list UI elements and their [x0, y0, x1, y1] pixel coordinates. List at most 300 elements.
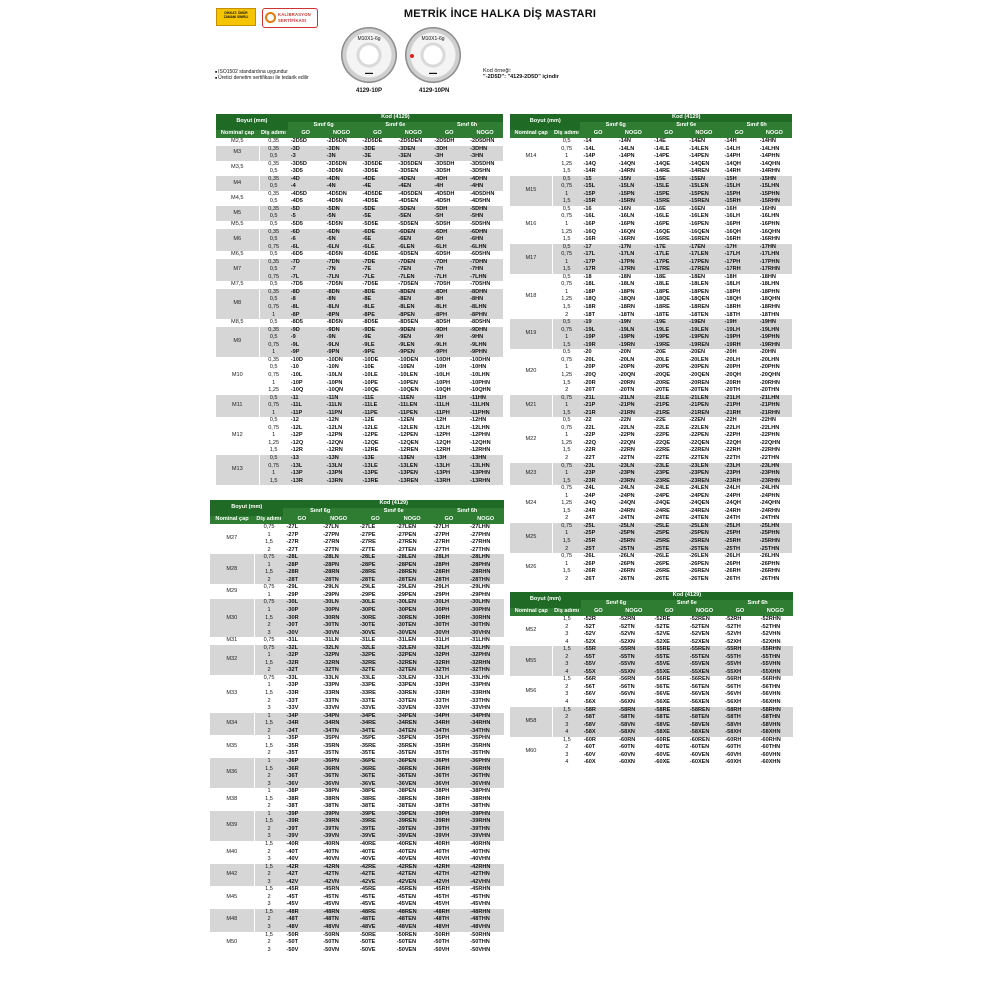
nogo-code-cell: -42VN	[320, 879, 357, 887]
go-code-cell: -11PH	[431, 410, 467, 418]
nogo-code-cell: -24THN	[757, 515, 792, 523]
nogo-code-cell: -52THN	[758, 624, 793, 632]
nogo-code-cell: -52VN	[616, 631, 651, 639]
pitch-cell: 0,75	[259, 342, 288, 350]
nogo-code-cell: -4HN	[467, 183, 503, 191]
go-code-cell: -35T	[283, 750, 320, 758]
go-code-cell: -14QH	[721, 161, 756, 169]
nogo-code-cell: -26PEN	[686, 561, 721, 569]
nogo-code-cell: -16LHN	[757, 213, 792, 221]
nogo-code-cell: -55XEN	[687, 669, 722, 677]
go-code-cell: -38PE	[357, 788, 394, 796]
go-code-cell: -8E	[359, 296, 395, 304]
nominal-size-cell: M25	[510, 523, 552, 553]
nogo-code-cell: -26THN	[757, 576, 792, 584]
go-code-cell: -33L	[283, 675, 320, 683]
nogo-code-cell: -30THN	[467, 622, 504, 630]
go-code-cell: -22P	[580, 432, 615, 440]
go-code-cell: -25LE	[651, 523, 686, 531]
table-row	[216, 281, 503, 289]
go-code-cell: -31L	[283, 637, 320, 645]
go-code-cell: -28RE	[357, 569, 394, 577]
table-row	[210, 909, 504, 917]
table-row	[210, 667, 504, 675]
pitch-cell: 0,75	[259, 304, 288, 312]
go-code-cell: -16QE	[651, 229, 686, 237]
nominal-size-cell: M34	[210, 713, 254, 736]
go-code-cell: -6D	[288, 229, 324, 237]
nogo-code-cell: -7DHN	[467, 259, 503, 267]
nogo-code-cell: -36PEN	[394, 758, 431, 766]
table-row	[510, 312, 792, 320]
pitch-cell: 0,75	[259, 402, 288, 410]
nogo-code-cell: -13LN	[324, 463, 360, 471]
class-header: Sınıf 6e	[359, 122, 431, 130]
go-code-cell: -45V	[283, 901, 320, 909]
table-row	[216, 432, 503, 440]
nogo-code-cell: -14QEN	[686, 161, 721, 169]
nogo-code-cell: -20HN	[757, 349, 792, 357]
nogo-code-cell: -48VEN	[394, 924, 431, 932]
go-code-cell: -29LE	[357, 584, 394, 592]
go-code-cell: -35PE	[357, 735, 394, 743]
pitch-cell: 0,75	[259, 274, 288, 282]
pitch-header: Diş adımı	[553, 130, 579, 137]
nogo-code-cell: -9PHN	[467, 349, 503, 357]
table-row	[210, 547, 504, 555]
pitch-cell: 3	[254, 705, 283, 713]
nogo-code-cell: -27PHN	[467, 532, 504, 540]
go-code-cell: -36PE	[357, 758, 394, 766]
nogo-code-cell: -42RHN	[467, 864, 504, 872]
go-code-cell: -58RE	[651, 707, 686, 715]
go-code-cell: -25RH	[721, 538, 756, 546]
go-code-cell: -56VE	[651, 691, 686, 699]
go-code-cell: -16L	[580, 213, 615, 221]
pitch-cell: 0,35	[259, 206, 288, 214]
go-code-cell: -38TE	[357, 803, 394, 811]
nogo-code-cell: -28TEN	[394, 577, 431, 585]
nogo-code-cell: -11EN	[395, 395, 431, 403]
nogo-header: NOGO	[616, 130, 651, 138]
nogo-code-cell: -15EN	[686, 176, 721, 184]
go-code-cell: -22H	[721, 417, 756, 425]
nominal-size-cell: M39	[210, 811, 254, 841]
nogo-code-cell: -17LN	[616, 251, 651, 259]
go-code-cell: -19E	[651, 319, 686, 327]
go-code-cell: -55RH	[722, 646, 757, 654]
table-row	[216, 312, 503, 320]
table-row	[510, 259, 792, 267]
table-row	[210, 856, 504, 864]
table-row	[510, 455, 792, 463]
nogo-code-cell: -19EN	[686, 319, 721, 327]
nogo-code-cell: -2D5DN	[324, 138, 360, 146]
table-row	[210, 682, 504, 690]
go-code-cell: -28LE	[357, 554, 394, 562]
go-code-cell: -8DH	[431, 289, 467, 297]
nogo-code-cell: -42REN	[394, 864, 431, 872]
go-code-cell: -16	[580, 206, 615, 214]
go-code-cell: -50VE	[357, 947, 394, 955]
nogo-code-cell: -12PN	[324, 432, 360, 440]
pitch-cell: 1	[254, 788, 283, 796]
nogo-code-cell: -14QN	[616, 161, 651, 169]
nogo-code-cell: -10DEN	[395, 357, 431, 365]
go-code-cell: -18PE	[651, 289, 686, 297]
nogo-code-cell: -17RN	[616, 266, 651, 274]
pitch-cell: 2	[254, 826, 283, 834]
go-code-cell: -33VE	[357, 705, 394, 713]
go-code-cell: -13P	[288, 470, 324, 478]
nogo-code-cell: -19PEN	[686, 334, 721, 342]
pitch-cell: 1,5	[552, 508, 580, 516]
go-code-cell: -52XE	[651, 639, 686, 647]
size-group-header: Boyut (mm)	[216, 114, 288, 130]
go-code-cell: -8D5H	[431, 319, 467, 327]
go-code-cell: -30PH	[430, 607, 467, 615]
nogo-code-cell: -22PEN	[686, 432, 721, 440]
go-header: GO	[651, 608, 686, 616]
nogo-code-cell: -27LN	[320, 524, 357, 532]
go-code-cell: -29LH	[430, 584, 467, 592]
go-code-cell: -12QE	[359, 440, 395, 448]
nogo-code-cell: -50THN	[467, 939, 504, 947]
nogo-code-cell: -60RN	[616, 737, 651, 745]
go-code-cell: -5DE	[359, 206, 395, 214]
go-code-cell: -13RH	[431, 478, 467, 486]
nogo-code-cell: -25LN	[616, 523, 651, 531]
go-code-cell: -45RE	[357, 886, 394, 894]
pitch-cell: 1,5	[552, 168, 580, 176]
go-code-cell: -6E	[359, 236, 395, 244]
table-row	[510, 463, 792, 471]
nogo-code-cell: -56TN	[616, 684, 651, 692]
go-code-cell: -32RE	[357, 660, 394, 668]
table-row	[510, 538, 792, 546]
table-row	[510, 568, 792, 576]
go-code-cell: -17RH	[721, 266, 756, 274]
go-code-cell: -3D5DH	[431, 161, 467, 169]
table-row	[510, 334, 792, 342]
go-code-cell: -5D5E	[359, 221, 395, 229]
nogo-red-dot	[410, 54, 414, 58]
nogo-code-cell: -35PEN	[394, 735, 431, 743]
table-row	[210, 592, 504, 600]
pitch-cell: 3	[552, 722, 580, 730]
pitch-cell: 2	[254, 622, 283, 630]
go-code-cell: -38P	[283, 788, 320, 796]
pitch-cell: 1	[552, 561, 580, 569]
go-code-cell: -14P	[580, 153, 615, 161]
table-row	[210, 879, 504, 887]
nogo-code-cell: -55XN	[616, 669, 651, 677]
go-code-cell: -30PE	[357, 607, 394, 615]
table-row	[216, 274, 503, 282]
pitch-cell: 0,75	[552, 357, 580, 365]
go-code-cell: -24P	[580, 493, 615, 501]
nogo-code-cell: -13LEN	[395, 463, 431, 471]
nogo-code-cell: -39VHN	[467, 833, 504, 841]
pitch-cell: 2	[254, 871, 283, 879]
nogo-code-cell: -7LHN	[467, 274, 503, 282]
nogo-code-cell: -12PEN	[395, 432, 431, 440]
go-code-cell: -16LH	[721, 213, 756, 221]
go-code-cell: -60RE	[651, 737, 686, 745]
nogo-code-cell: -18THN	[757, 312, 792, 320]
nominal-size-cell: M22	[510, 417, 552, 462]
pitch-cell: 1	[552, 289, 580, 297]
pitch-cell: 1,25	[552, 500, 580, 508]
go-code-cell: -8LH	[431, 304, 467, 312]
go-code-cell: -28T	[283, 577, 320, 585]
go-code-cell: -50RE	[357, 932, 394, 940]
pitch-cell: 1,5	[254, 909, 283, 917]
go-code-cell: -12E	[359, 417, 395, 425]
go-code-cell: -14RH	[721, 168, 756, 176]
pitch-cell: 1	[552, 221, 580, 229]
go-code-cell: -15RE	[651, 198, 686, 206]
column-header-row	[216, 130, 503, 138]
nogo-code-cell: -38TN	[320, 803, 357, 811]
table-row	[216, 198, 503, 206]
go-code-cell: -26L	[580, 553, 615, 561]
table-row	[210, 916, 504, 924]
go-code-cell: -21LE	[651, 395, 686, 403]
nogo-code-cell: -16QN	[616, 229, 651, 237]
code-group-header: Kod (4129)	[288, 114, 503, 122]
nogo-code-cell: -18PEN	[686, 289, 721, 297]
go-code-cell: -8P	[288, 312, 324, 320]
go-code-cell: -20E	[651, 349, 686, 357]
code-example-value: "-2D5D": "4129-2D5D" içindir	[483, 74, 559, 81]
pitch-header: Diş adımı	[260, 130, 286, 137]
go-code-cell: -42R	[283, 864, 320, 872]
pitch-cell: 2	[552, 546, 580, 554]
pitch-cell: 1,5	[552, 707, 580, 715]
nogo-code-cell: -9LEN	[395, 342, 431, 350]
nogo-code-cell: -39TEN	[394, 826, 431, 834]
go-code-cell: -5DH	[431, 206, 467, 214]
nogo-code-cell: -50RHN	[467, 932, 504, 940]
go-code-cell: -3D5D	[288, 161, 324, 169]
nogo-code-cell: -6D5EN	[395, 251, 431, 259]
nogo-code-cell: -3HN	[467, 153, 503, 161]
nogo-code-cell: -10QN	[324, 387, 360, 395]
nogo-code-cell: -10DHN	[467, 357, 503, 365]
pitch-cell: 1,25	[552, 440, 580, 448]
go-code-cell: -14LE	[651, 146, 686, 154]
pitch-cell: 1,5	[254, 932, 283, 940]
go-code-cell: -25PE	[651, 530, 686, 538]
nogo-code-cell: -27TEN	[394, 547, 431, 555]
table-row	[210, 675, 504, 683]
table-row	[510, 229, 792, 237]
go-code-cell: -22L	[580, 425, 615, 433]
pitch-cell: 0,35	[259, 327, 288, 335]
go-code-cell: -32PE	[357, 652, 394, 660]
table-row	[510, 576, 792, 584]
nogo-code-cell: -42VHN	[467, 879, 504, 887]
nogo-code-cell: -60THN	[758, 744, 793, 752]
go-code-cell: -22QE	[651, 440, 686, 448]
go-code-cell: -52XH	[722, 639, 757, 647]
go-code-cell: -3D5	[288, 168, 324, 176]
go-code-cell: -39TH	[430, 826, 467, 834]
table-row	[510, 168, 792, 176]
nogo-code-cell: -8LN	[324, 304, 360, 312]
go-code-cell: -14	[580, 138, 615, 146]
pitch-cell: 0,75	[254, 524, 283, 532]
table-row	[210, 766, 504, 774]
nogo-code-cell: -60XEN	[687, 759, 722, 767]
go-code-cell: -10P	[288, 380, 324, 388]
nogo-code-cell: -48THN	[467, 916, 504, 924]
nogo-code-cell: -60XN	[616, 759, 651, 767]
go-code-cell: -60T	[581, 744, 616, 752]
go-code-cell: -40R	[283, 841, 320, 849]
nogo-code-cell: -60TEN	[687, 744, 722, 752]
go-code-cell: -55T	[581, 654, 616, 662]
go-code-cell: -4E	[359, 183, 395, 191]
go-code-cell: -27PE	[357, 532, 394, 540]
pitch-cell: 0,75	[552, 553, 580, 561]
table-row	[210, 645, 504, 653]
nogo-code-cell: -23LEN	[686, 463, 721, 471]
nogo-code-cell: -22QHN	[757, 440, 792, 448]
go-code-cell: -12	[288, 417, 324, 425]
go-code-cell: -25R	[580, 538, 615, 546]
go-code-cell: -8D5	[288, 319, 324, 327]
certificate-line-1: KALİBRASYON	[278, 12, 311, 17]
table-row	[510, 161, 792, 169]
class-header: Sınıf 6h	[430, 508, 504, 516]
go-code-cell: -28R	[283, 569, 320, 577]
pitch-cell: 1	[259, 432, 288, 440]
go-code-cell: -26RE	[651, 568, 686, 576]
go-code-cell: -35PH	[430, 735, 467, 743]
table-row	[210, 713, 504, 721]
lifetime-notice-badge	[216, 8, 256, 26]
nogo-code-cell: -26TEN	[686, 576, 721, 584]
nogo-code-cell: -20N	[616, 349, 651, 357]
nogo-code-cell: -56VHN	[758, 691, 793, 699]
certificate-line-2: SERTİFİKASI	[278, 18, 307, 23]
go-code-cell: -56RE	[651, 676, 686, 684]
pitch-cell: 2	[254, 547, 283, 555]
nogo-code-cell: -32LHN	[467, 645, 504, 653]
go-header: GO	[288, 130, 324, 138]
nogo-code-cell: -8PHN	[467, 312, 503, 320]
nogo-code-cell: -28REN	[394, 569, 431, 577]
nominal-size-cell: M55	[510, 646, 552, 676]
table-row	[510, 380, 792, 388]
go-code-cell: -36TE	[357, 773, 394, 781]
pitch-cell: 1	[552, 334, 580, 342]
nogo-code-cell: -5N	[324, 213, 360, 221]
pitch-cell: 2	[552, 684, 580, 692]
table-row	[216, 168, 503, 176]
nogo-code-cell: -50VEN	[394, 947, 431, 955]
header-row	[510, 114, 792, 122]
go-code-cell: -3DE	[359, 146, 395, 154]
nogo-code-cell: -58RHN	[758, 707, 793, 715]
pitch-cell: 3	[254, 947, 283, 955]
go-code-cell: -10	[288, 364, 324, 372]
go-code-cell: -11	[288, 395, 324, 403]
nogo-code-cell: -12RHN	[467, 447, 503, 455]
go-code-cell: -52RE	[651, 616, 686, 624]
pitch-cell: 0,5	[259, 251, 288, 259]
table-row	[210, 728, 504, 736]
nogo-code-cell: -39RHN	[467, 818, 504, 826]
go-code-cell: -23RH	[721, 478, 756, 486]
pitch-cell: 0,75	[552, 146, 580, 154]
nogo-code-cell: -23RN	[616, 478, 651, 486]
nogo-code-cell: -16REN	[686, 236, 721, 244]
go-code-cell: -31LH	[430, 637, 467, 645]
pitch-cell: 3	[254, 856, 283, 864]
nogo-code-cell: -5D5N	[324, 221, 360, 229]
go-code-cell: -26P	[580, 561, 615, 569]
nogo-code-cell: -48VHN	[467, 924, 504, 932]
nogo-code-cell: -9DEN	[395, 327, 431, 335]
go-code-cell: -60V	[581, 752, 616, 760]
pitch-cell: 1	[552, 530, 580, 538]
nogo-code-cell: -32LN	[320, 645, 357, 653]
go-code-cell: -20	[580, 349, 615, 357]
nogo-code-cell: -55VEN	[687, 661, 722, 669]
nogo-code-cell: -48REN	[394, 909, 431, 917]
column-header-row	[210, 516, 504, 524]
go-code-cell: -17LE	[651, 251, 686, 259]
nogo-code-cell: -21PN	[616, 402, 651, 410]
nogo-code-cell: -30PEN	[394, 607, 431, 615]
go-code-cell: -33PE	[357, 682, 394, 690]
nogo-code-cell: -32THN	[467, 667, 504, 675]
go-code-cell: -5D	[288, 206, 324, 214]
go-code-cell: -39T	[283, 826, 320, 834]
pitch-cell: 1	[552, 153, 580, 161]
go-code-cell: -17PH	[721, 259, 756, 267]
go-code-cell: -10PH	[431, 380, 467, 388]
nogo-code-cell: -45VEN	[394, 901, 431, 909]
nogo-code-cell: -58TEN	[687, 714, 722, 722]
nominal-size-cell: M14	[510, 138, 552, 176]
go-code-cell: -7D5	[288, 281, 324, 289]
nogo-code-cell: -3DEN	[395, 146, 431, 154]
notice-line-2: ZAMANI SINIRLI	[223, 15, 249, 20]
nogo-code-cell: -30LHN	[467, 599, 504, 607]
go-code-cell: -18L	[580, 281, 615, 289]
table-row	[210, 871, 504, 879]
go-code-cell: -12PH	[431, 432, 467, 440]
pitch-cell: 1,5	[552, 568, 580, 576]
nogo-code-cell: -17N	[616, 244, 651, 252]
nominal-size-cell: M24	[510, 485, 552, 523]
pitch-cell: 0,75	[259, 372, 288, 380]
go-code-cell: -10LE	[359, 372, 395, 380]
nogo-code-cell: -21LEN	[686, 395, 721, 403]
nogo-code-cell: -22RN	[616, 447, 651, 455]
go-code-cell: -33V	[283, 705, 320, 713]
nogo-code-cell: -18REN	[686, 304, 721, 312]
nogo-code-cell: -29LEN	[394, 584, 431, 592]
nogo-code-cell: -21REN	[686, 410, 721, 418]
nogo-code-cell: -21LN	[616, 395, 651, 403]
table-row	[216, 402, 503, 410]
pitch-cell: 0,5	[259, 183, 288, 191]
